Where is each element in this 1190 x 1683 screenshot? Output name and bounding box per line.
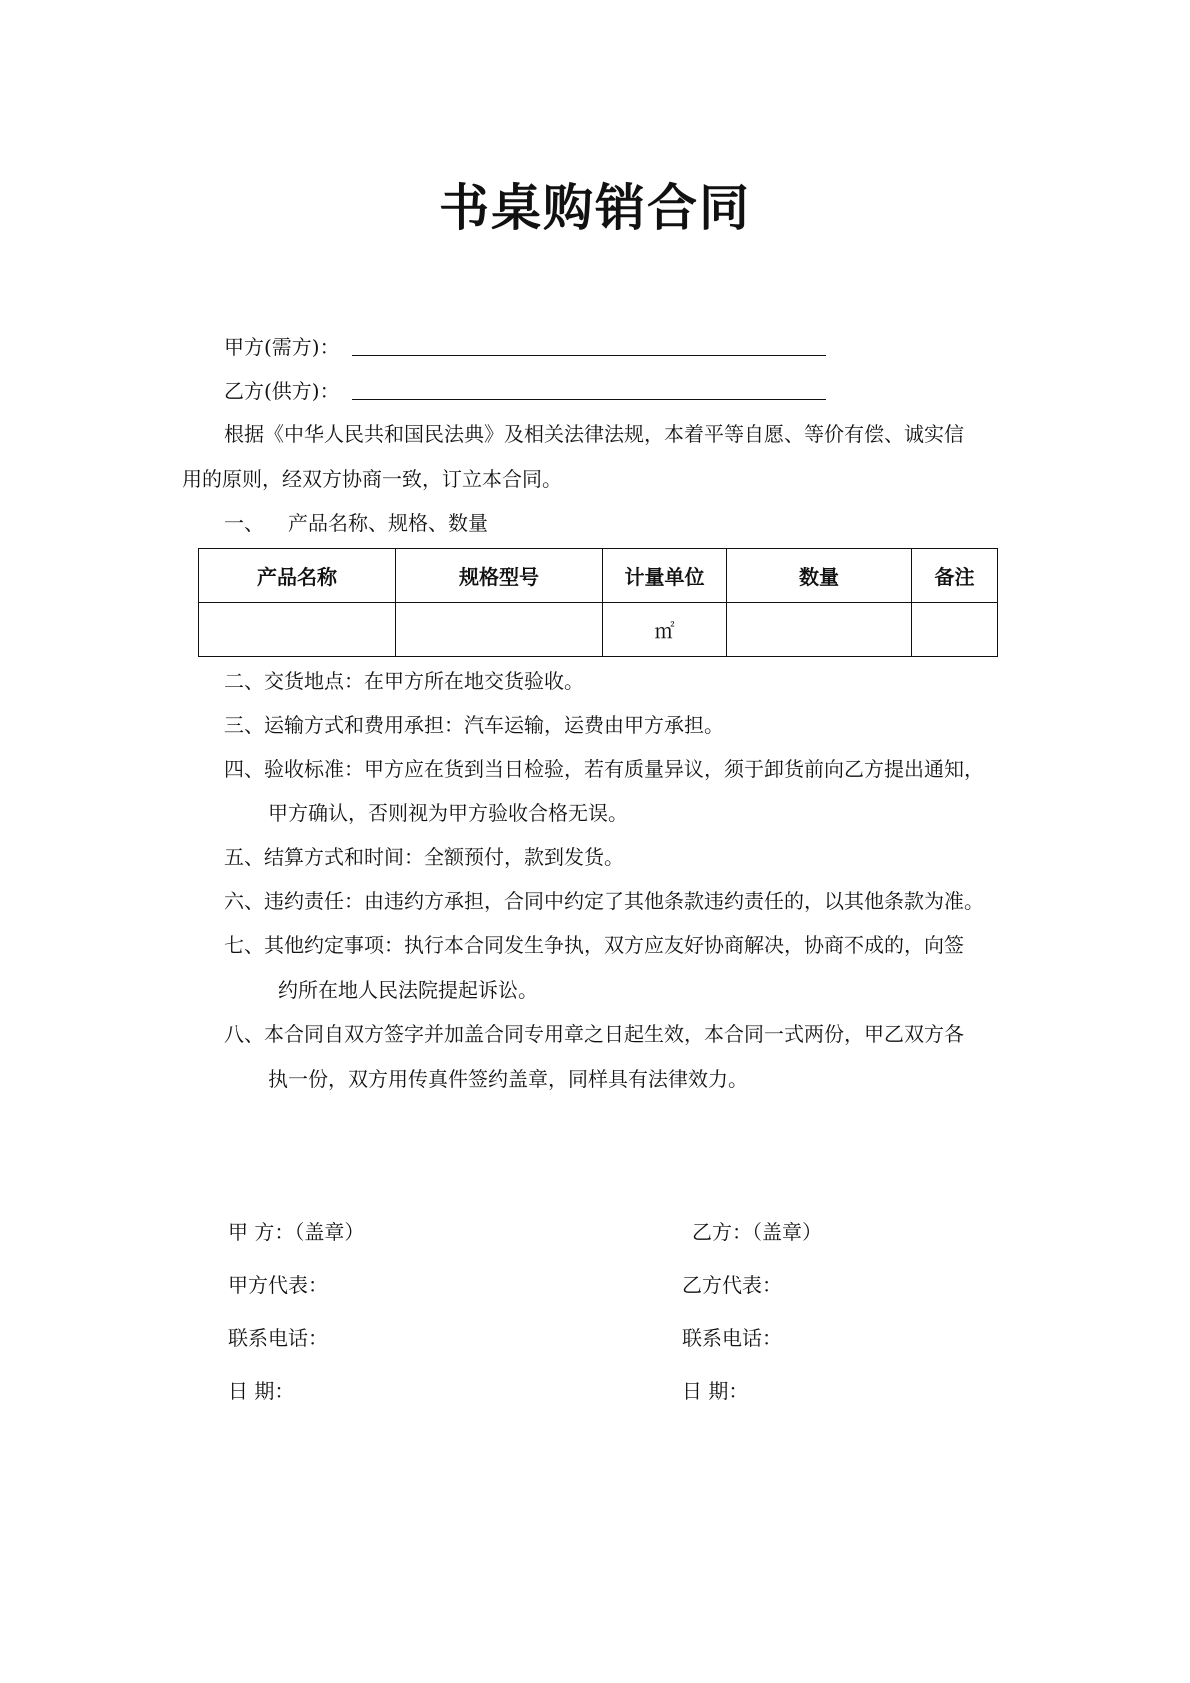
table-header-row [199, 549, 998, 603]
signature-party-a: 甲 方：（盖章） [228, 1220, 365, 1244]
header-unit: 计量单位 [603, 549, 727, 603]
party-a-blank-line[interactable] [352, 355, 826, 356]
clause-7-line1: 七、其他约定事项：执行本合同发生争执，双方应友好协商解决，协商不成的，向签 [224, 933, 964, 957]
signature-party-b-rep: 乙方代表： [682, 1273, 782, 1297]
clause-8-line1: 八、本合同自双方签字并加盖合同专用章之日起生效，本合同一式两份，甲乙双方各 [224, 1022, 964, 1046]
clause-3: 三、运输方式和费用承担：汽车运输，运费由甲方承担。 [224, 713, 724, 737]
header-spec-model: 规格型号 [396, 549, 603, 603]
header-quantity: 数量 [727, 549, 912, 603]
cell-spec-model[interactable] [396, 603, 603, 657]
cell-unit[interactable]: ㎡ [603, 603, 727, 657]
party-a-label: 甲方(需方)： [224, 335, 340, 359]
header-product-name: 产品名称 [199, 549, 396, 603]
clause-2: 二、交货地点：在甲方所在地交货验收。 [224, 669, 584, 693]
clause-8-line2: 执一份，双方用传真件签约盖章，同样具有法律效力。 [268, 1067, 748, 1091]
party-b-label: 乙方(供方)： [224, 379, 340, 403]
clause-5: 五、结算方式和时间：全额预付，款到发货。 [224, 845, 624, 869]
clause-4-line2: 甲方确认，否则视为甲方验收合格无误。 [268, 801, 628, 825]
cell-product-name[interactable] [199, 603, 396, 657]
table-row [199, 603, 998, 657]
signature-party-b-phone: 联系电话： [682, 1326, 782, 1350]
intro-paragraph-line2: 用的原则，经双方协商一致，订立本合同。 [182, 467, 562, 491]
section1-number: 一、 [224, 511, 264, 535]
clause-7-line2: 约所在地人民法院提起诉讼。 [278, 978, 538, 1002]
clause-6: 六、违约责任：由违约方承担，合同中约定了其他条款违约责任的，以其他条款为准。 [224, 889, 984, 913]
party-b-blank-line[interactable] [352, 399, 826, 400]
document-title: 书桌购销合同 [439, 179, 751, 237]
header-remarks: 备注 [912, 549, 998, 603]
signature-party-a-date: 日 期： [228, 1379, 295, 1403]
signature-party-b-date: 日 期： [682, 1379, 749, 1403]
cell-quantity[interactable] [727, 603, 912, 657]
section1-title: 产品名称、规格、数量 [288, 511, 488, 535]
signature-party-a-rep: 甲方代表： [228, 1273, 328, 1297]
signature-party-a-phone: 联系电话： [228, 1326, 328, 1350]
signature-party-b: 乙方：（盖章） [692, 1220, 822, 1244]
products-table [198, 548, 998, 657]
cell-remarks[interactable] [912, 603, 998, 657]
intro-paragraph-line1: 根据《中华人民共和国民法典》及相关法律法规，本着平等自愿、等价有偿、诚实信 [224, 422, 964, 446]
clause-4-line1: 四、验收标准：甲方应在货到当日检验，若有质量异议，须于卸货前向乙方提出通知， [224, 757, 984, 781]
